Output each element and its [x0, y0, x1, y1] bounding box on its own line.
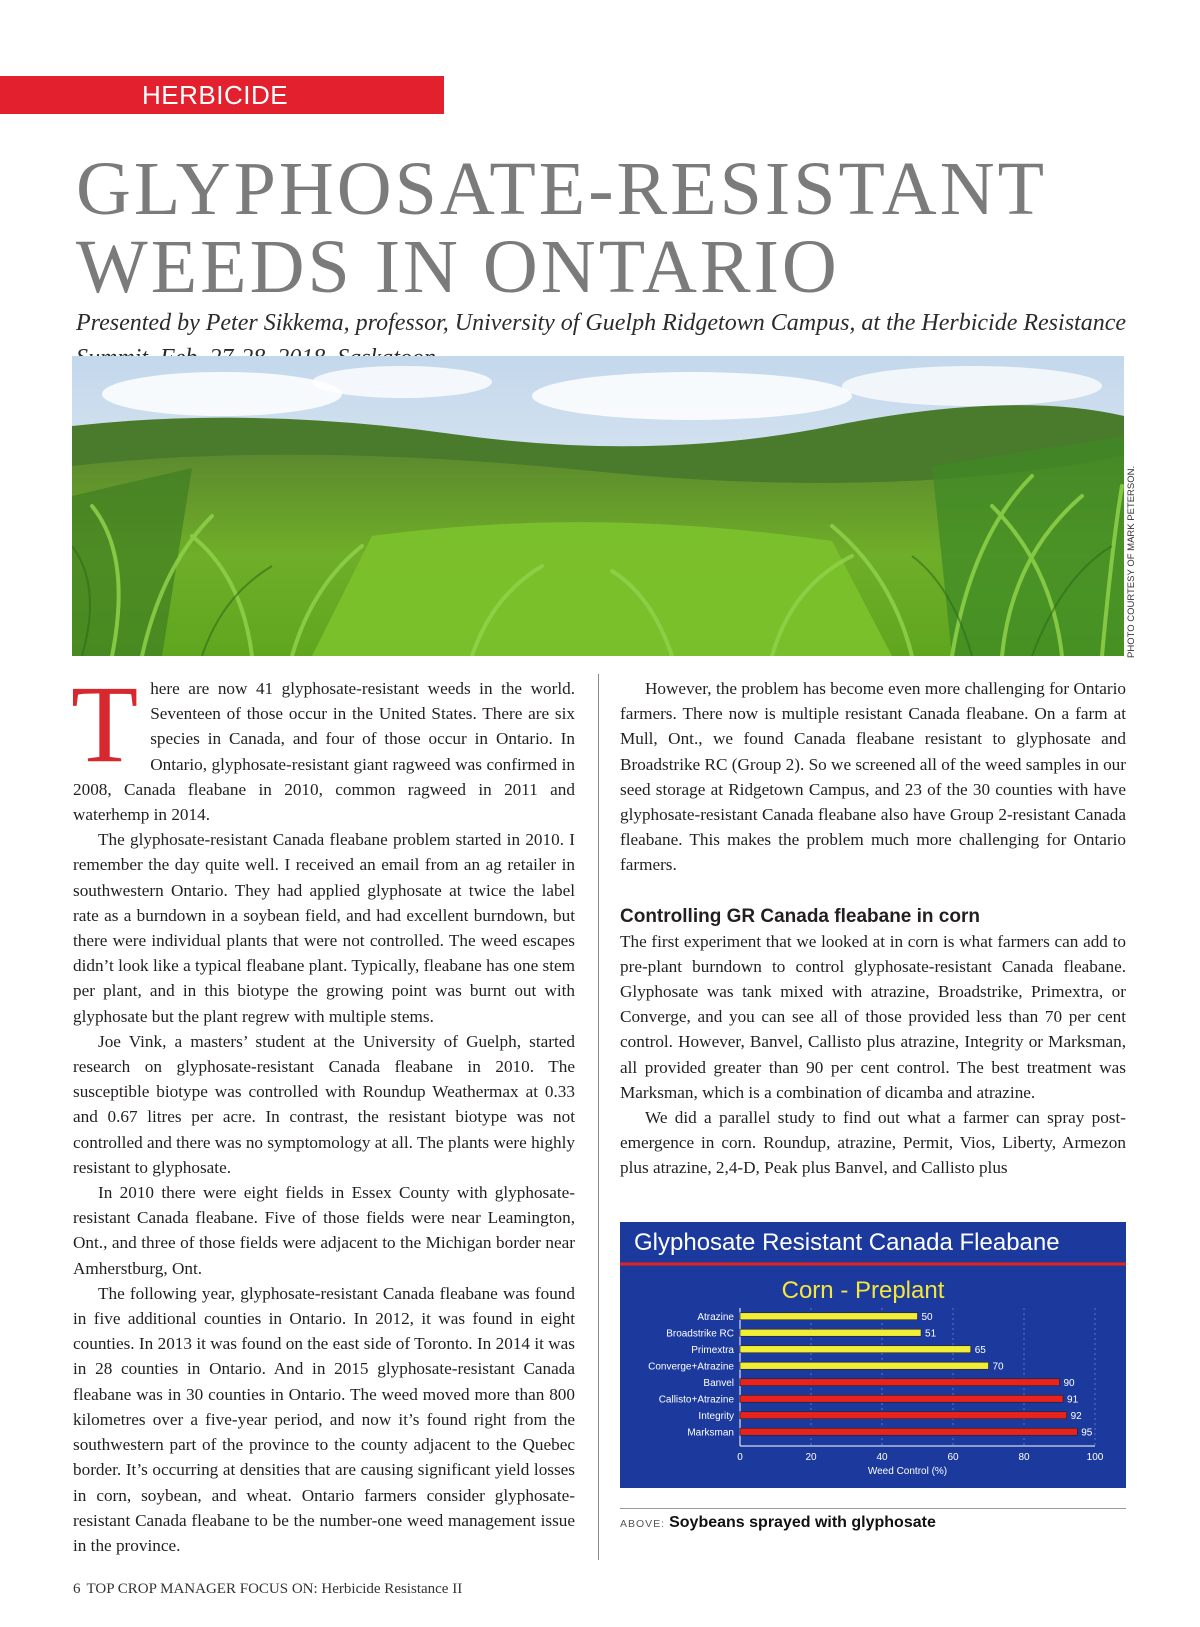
paragraph-1-text: here are now 41 glyphosate-resistant weeds in the world. Seventeen of those occur in the United States. There are six species in Canada, and four of those occur in Ontario. In Ontario, glyphosate-resistant giant ragweed was confirmed in 2008, Canada fleabane in 2010, common ragweed in 2011 and waterhemp in 2014.	[73, 679, 575, 825]
x-axis-label: Weed Control (%)	[867, 1466, 948, 1477]
paragraph-1	[71, 663, 575, 827]
category-label: Broadstrike RC	[666, 1328, 734, 1340]
bar	[740, 1412, 1067, 1419]
headline	[76, 147, 1136, 309]
chart-title: Glyphosate Resistant Canada Fleabane	[634, 1229, 1060, 1256]
photo-credit: PHOTO COURTESY OF MARK PETERSON.	[1126, 465, 1137, 658]
paragraph-4: In 2010 there were eight fields in Essex County with glyphosate-resistant Canada fleabane. Five of those fields were near Leamington, Ont., and three of those fields were adjacent to the Michigan border near Amherstburg, Ont.	[73, 1183, 575, 1278]
caption-label: ABOVE:	[620, 1518, 666, 1530]
page-footer	[73, 1581, 462, 1598]
paragraph-7: The first experiment that we looked at in corn is what farmers can add to pre-plant burndown to control glyphosate-resistant Canada fleabane. Glyphosate was tank mixed with atrazine, Broadstrike, Primextra, or Converge, and you can see all of those provided less than 70 per cent control. However, Banvel, Callisto plus atrazine, Integrity or Marksman, all provided greater than 90 per cent control. The best treatment was Marksman, which is a combination of dicamba and atrazine.	[620, 931, 1126, 1102]
paragraph-6: However, the problem has become even more challenging for Ontario farmers. There now is multiple resistant Canada fleabane. On a farm at Mull, Ont., we found Canada fleabane resistant to glyphosate and Broadstrike RC (Group 2). So we screened all of the weed samples in our seed storage at Ridgetown Campus, and 23 of the 30 counties with have glyphosate-resistant Canada fleabane also have Group 2-resistant Canada fleabane. This makes the problem much more challenging for Ontario farmers.	[620, 679, 1126, 875]
category-label: Atrazine	[697, 1311, 734, 1323]
bar-chart	[620, 1222, 1126, 1488]
subhead: Controlling GR Canada fleabane in corn	[620, 905, 980, 927]
x-tick-label: 60	[947, 1452, 959, 1463]
section-tag-light: HERBICIDE	[142, 80, 289, 110]
x-tick-label: 20	[805, 1452, 817, 1463]
bar	[740, 1428, 1077, 1435]
x-tick-label: 0	[737, 1452, 743, 1463]
data-label: 91	[1067, 1394, 1079, 1406]
data-label: 92	[1070, 1410, 1082, 1422]
section-tag	[0, 76, 444, 148]
photo-caption	[620, 1514, 936, 1532]
paragraph-2: The glyphosate-resistant Canada fleabane problem started in 2010. I remember the day quite well. I received an email from an ag retailer in southwestern Ontario. They had applied glyphosate at twice the label rate as a burndown in a soybean field, and had excellent burndown, but there were individual plants that were not controlled. The weed escapes didn’t look like a typical fleabane plant. Typically, fleabane has one stem per plant, and in this biotype the growing point was burnt out with glyphosate but the plant regrew with multiple stems.	[73, 830, 575, 1026]
drop-cap: T	[71, 663, 139, 785]
data-label: 95	[1081, 1427, 1093, 1439]
category-label: Converge+Atrazine	[648, 1361, 734, 1373]
x-tick-label: 80	[1018, 1452, 1030, 1463]
page-number: 6	[73, 1581, 81, 1597]
cornfield-photo	[72, 356, 1124, 656]
paragraph-8: We did a parallel study to find out what a farmer can spray post-emergence in corn. Roundup, atrazine, Permit, Vios, Liberty, Armezon plus atrazine, 2,4-D, Peak plus Banvel, and Callisto plus	[620, 1108, 1126, 1178]
caption-text: Soybeans sprayed with glyphosate	[669, 1514, 936, 1531]
data-label: 90	[1063, 1377, 1075, 1389]
data-label: 65	[974, 1344, 986, 1356]
byline: Presented by Peter Sikkema, professor, University of Guelph Ridgetown Campus, at the Herbicide Resistance	[76, 310, 1126, 336]
left-column	[71, 663, 575, 1558]
chart-subtitle: Corn - Preplant	[781, 1277, 945, 1304]
paragraph-3: Joe Vink, a masters’ student at the University of Guelph, started research on glyphosate-resistant Canada fleabane in 2010. The susceptible biotype was controlled with Roundup Weathermax at 0.33 and 0.67 litres per acre. In contrast, the resistant biotype was not controlled and there was no symptomology at all. The plants were highly resistant to glyphosate.	[73, 1031, 575, 1177]
magazine-name: TOP CROP MANAGER FOCUS ON:	[86, 1581, 318, 1597]
x-tick-label: 40	[876, 1452, 888, 1463]
data-label: 50	[921, 1311, 933, 1323]
data-label: 51	[925, 1328, 937, 1340]
bar	[740, 1379, 1060, 1386]
data-label: 70	[992, 1361, 1004, 1373]
headline-line-1: GLYPHOSATE-RESISTANT	[76, 147, 1047, 231]
x-tick-label: 100	[1086, 1452, 1104, 1463]
bar	[740, 1346, 971, 1353]
category-label: Banvel	[703, 1377, 734, 1389]
category-label: Primextra	[691, 1344, 734, 1356]
column-divider	[598, 674, 599, 1560]
issue-name: Herbicide Resistance II	[321, 1581, 463, 1597]
category-label: Integrity	[698, 1410, 734, 1422]
bar	[740, 1313, 918, 1320]
bar	[740, 1362, 989, 1369]
category-label: Marksman	[687, 1427, 734, 1439]
bar	[740, 1395, 1063, 1402]
headline-line-2: WEEDS IN ONTARIO	[76, 225, 840, 309]
chart-svg	[620, 1222, 1126, 1488]
right-column	[620, 676, 1126, 1181]
bar	[740, 1329, 921, 1336]
section-tag-bold: RESISTANCE	[142, 118, 313, 148]
category-label: Callisto+Atrazine	[658, 1394, 734, 1406]
caption-rule	[620, 1508, 1126, 1509]
paragraph-5: The following year, glyphosate-resistant Canada fleabane was found in five additional counties in Ontario. In 2012, it was found in eight counties. In 2013 it was found on the east side of Toronto. In 2014 it was in 28 counties in Ontario. And in 2015 glyphosate-resistant Canada fleabane was in 30 counties in Ontario. The weed moved more than 800 kilometres over a five-year period, and now it’s found right from the southwestern part of the province to the county adjacent to the Quebec border. It’s occurring at densities that are causing significant yield losses in corn, soybean, and wheat. Ontario farmers consider glyphosate-resistant Canada fleabane to be the number-one weed management issue in the province.	[73, 1283, 575, 1555]
